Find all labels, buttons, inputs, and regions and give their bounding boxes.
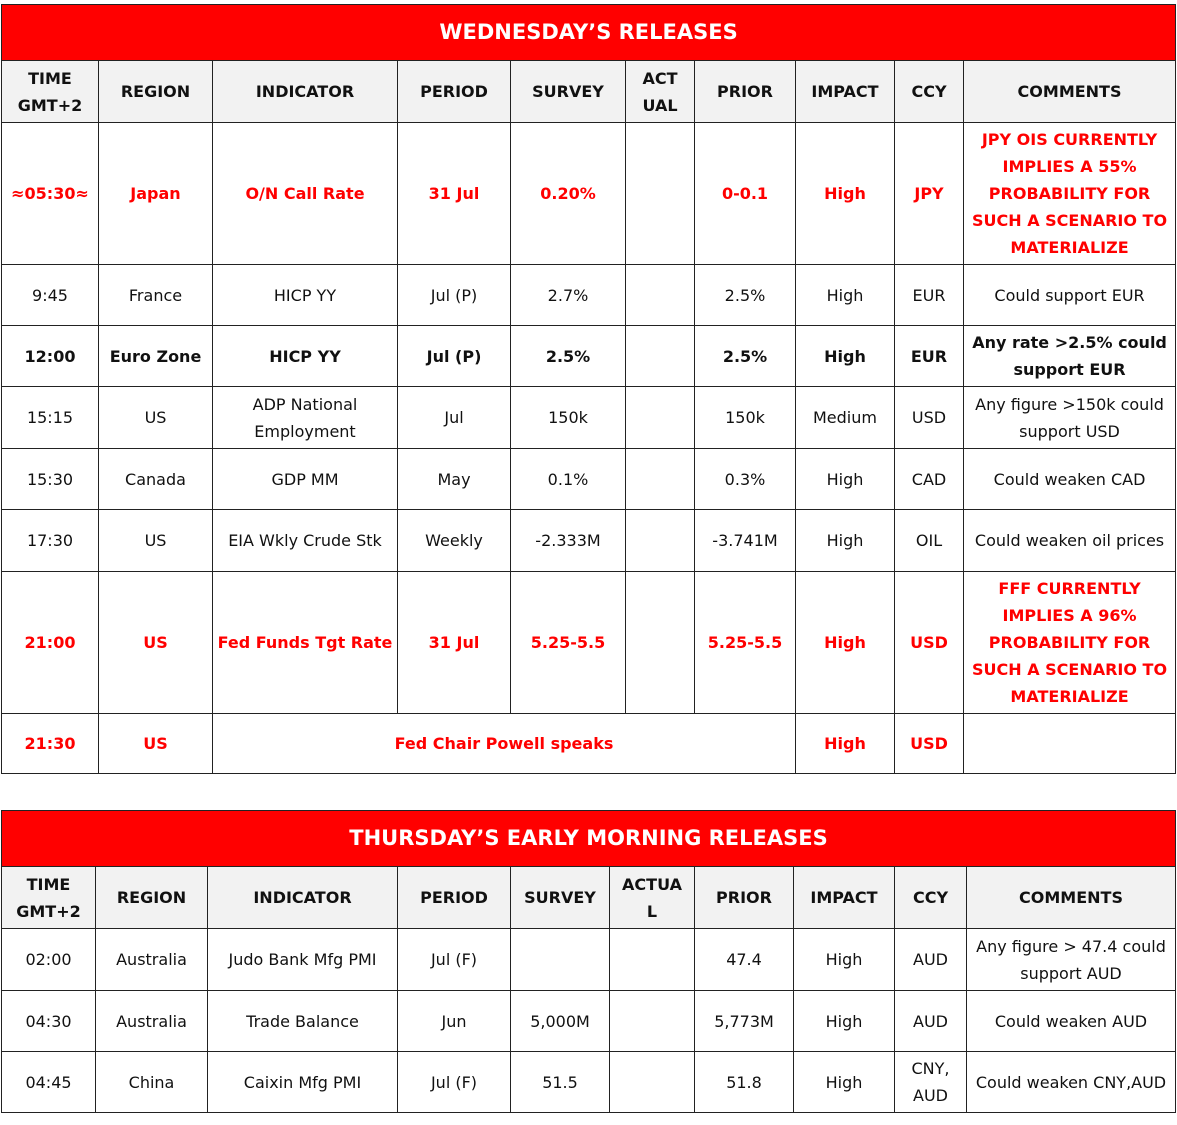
table-title: WEDNESDAY’S RELEASES bbox=[2, 5, 1176, 61]
table-row bbox=[2, 510, 1176, 572]
cell-region: Euro Zone bbox=[99, 326, 213, 387]
table-row bbox=[2, 387, 1176, 449]
cell-prior: 2.5% bbox=[695, 265, 796, 326]
cell-comments: Could weaken oil prices bbox=[964, 510, 1176, 572]
cell-event: Fed Chair Powell speaks bbox=[213, 714, 796, 774]
cell-ccy: EUR bbox=[895, 265, 964, 326]
cell-actual bbox=[610, 1052, 695, 1113]
cell-region: Japan bbox=[99, 123, 213, 265]
header-period: PERIOD bbox=[398, 61, 511, 123]
cell-survey: 0.20% bbox=[511, 123, 626, 265]
cell-region: France bbox=[99, 265, 213, 326]
cell-period: Jul (P) bbox=[398, 326, 511, 387]
cell-survey: 2.7% bbox=[511, 265, 626, 326]
cell-actual bbox=[626, 387, 695, 449]
header-ccy: CCY bbox=[895, 61, 964, 123]
cell-ccy: EUR bbox=[895, 326, 964, 387]
cell-region: US bbox=[99, 572, 213, 714]
header-actual bbox=[610, 867, 695, 929]
header-actual bbox=[626, 61, 695, 123]
cell-period: 31 Jul bbox=[398, 572, 511, 714]
cell-region: Australia bbox=[96, 929, 208, 991]
cell-impact: Medium bbox=[796, 387, 895, 449]
cell-comments: JPY OIS CURRENTLY IMPLIES A 55% PROBABILITY FOR SUCH A SCENARIO TO MATERIALIZE bbox=[964, 123, 1176, 265]
header-ccy: CCY bbox=[895, 867, 967, 929]
cell-survey: 0.1% bbox=[511, 449, 626, 510]
table-row bbox=[2, 326, 1176, 387]
cell-ccy: JPY bbox=[895, 123, 964, 265]
cell-impact: High bbox=[794, 991, 895, 1052]
cell-indicator: HICP YY bbox=[213, 265, 398, 326]
cell-impact: High bbox=[794, 929, 895, 991]
cell-ccy: CAD bbox=[895, 449, 964, 510]
cell-ccy: USD bbox=[895, 387, 964, 449]
cell-region: Australia bbox=[96, 991, 208, 1052]
cell-actual bbox=[626, 449, 695, 510]
cell-survey bbox=[511, 929, 610, 991]
cell-indicator: Judo Bank Mfg PMI bbox=[208, 929, 398, 991]
cell-time: 9:45 bbox=[2, 265, 99, 326]
cell-ccy: AUD bbox=[895, 991, 967, 1052]
cell-region: Canada bbox=[99, 449, 213, 510]
table-row bbox=[2, 265, 1176, 326]
cell-ccy: CNY, AUD bbox=[895, 1052, 967, 1113]
cell-time: 04:30 bbox=[2, 991, 96, 1052]
header-time bbox=[2, 61, 99, 123]
cell-period: May bbox=[398, 449, 511, 510]
table-row bbox=[2, 123, 1176, 265]
cell-survey: 2.5% bbox=[511, 326, 626, 387]
cell-indicator: Fed Funds Tgt Rate bbox=[213, 572, 398, 714]
cell-prior: 5.25-5.5 bbox=[695, 572, 796, 714]
cell-impact: High bbox=[796, 449, 895, 510]
cell-prior: 5,773M bbox=[695, 991, 794, 1052]
cell-comments: Could weaken CAD bbox=[964, 449, 1176, 510]
cell-impact: High bbox=[796, 123, 895, 265]
header-time bbox=[2, 867, 96, 929]
cell-survey: 150k bbox=[511, 387, 626, 449]
cell-indicator: EIA Wkly Crude Stk bbox=[213, 510, 398, 572]
cell-period: Jul (F) bbox=[398, 929, 511, 991]
header-indicator: INDICATOR bbox=[208, 867, 398, 929]
header-actual-line2: L bbox=[646, 901, 658, 921]
header-impact: IMPACT bbox=[796, 61, 895, 123]
cell-actual bbox=[610, 929, 695, 991]
cell-comments: Could support EUR bbox=[964, 265, 1176, 326]
header-time-line2: GMT+2 bbox=[16, 901, 81, 921]
cell-indicator: ADP National Employment bbox=[213, 387, 398, 449]
table-title: THURSDAY’S EARLY MORNING RELEASES bbox=[2, 811, 1176, 867]
cell-comments bbox=[964, 714, 1176, 774]
cell-period: 31 Jul bbox=[398, 123, 511, 265]
cell-survey: 51.5 bbox=[511, 1052, 610, 1113]
cell-indicator: O/N Call Rate bbox=[213, 123, 398, 265]
cell-ccy: USD bbox=[895, 572, 964, 714]
cell-comments: Could weaken AUD bbox=[967, 991, 1176, 1052]
cell-comments: Any rate >2.5% could support EUR bbox=[964, 326, 1176, 387]
cell-impact: High bbox=[796, 265, 895, 326]
cell-time: 15:15 bbox=[2, 387, 99, 449]
cell-comments: Could weaken CNY,AUD bbox=[967, 1052, 1176, 1113]
cell-time: ≈05:30≈ bbox=[2, 123, 99, 265]
header-period: PERIOD bbox=[398, 867, 511, 929]
cell-comments: Any figure >150k could support USD bbox=[964, 387, 1176, 449]
cell-prior: 0.3% bbox=[695, 449, 796, 510]
cell-actual bbox=[626, 123, 695, 265]
header-prior: PRIOR bbox=[695, 61, 796, 123]
cell-period: Weekly bbox=[398, 510, 511, 572]
cell-period: Jul (P) bbox=[398, 265, 511, 326]
cell-prior: 47.4 bbox=[695, 929, 794, 991]
cell-prior: 2.5% bbox=[695, 326, 796, 387]
cell-actual bbox=[626, 326, 695, 387]
header-region: REGION bbox=[99, 61, 213, 123]
cell-region: US bbox=[99, 510, 213, 572]
cell-time: 04:45 bbox=[2, 1052, 96, 1113]
wednesday-releases-table bbox=[1, 4, 1176, 774]
cell-time: 17:30 bbox=[2, 510, 99, 572]
cell-indicator: GDP MM bbox=[213, 449, 398, 510]
header-row bbox=[2, 867, 1176, 929]
cell-period: Jun bbox=[398, 991, 511, 1052]
header-actual-line1: ACT bbox=[642, 68, 678, 88]
cell-actual bbox=[626, 572, 695, 714]
table-row-event bbox=[2, 714, 1176, 774]
table-row bbox=[2, 991, 1176, 1052]
cell-ccy: AUD bbox=[895, 929, 967, 991]
cell-time: 21:30 bbox=[2, 714, 99, 774]
cell-time: 02:00 bbox=[2, 929, 96, 991]
wednesday-rows bbox=[2, 123, 1176, 714]
cell-impact: High bbox=[796, 326, 895, 387]
header-comments: COMMENTS bbox=[964, 61, 1176, 123]
cell-prior: 0-0.1 bbox=[695, 123, 796, 265]
cell-survey: 5,000M bbox=[511, 991, 610, 1052]
cell-ccy: OIL bbox=[895, 510, 964, 572]
cell-impact: High bbox=[796, 714, 895, 774]
cell-ccy: USD bbox=[895, 714, 964, 774]
cell-indicator: HICP YY bbox=[213, 326, 398, 387]
cell-region: China bbox=[96, 1052, 208, 1113]
cell-time: 15:30 bbox=[2, 449, 99, 510]
header-impact: IMPACT bbox=[794, 867, 895, 929]
table-row bbox=[2, 449, 1176, 510]
header-time-line1: TIME bbox=[28, 68, 72, 88]
cell-indicator: Trade Balance bbox=[208, 991, 398, 1052]
header-time-line2: GMT+2 bbox=[17, 95, 83, 115]
header-comments: COMMENTS bbox=[967, 867, 1176, 929]
cell-time: 21:00 bbox=[2, 572, 99, 714]
cell-survey: 5.25-5.5 bbox=[511, 572, 626, 714]
cell-actual bbox=[626, 510, 695, 572]
header-actual-line2: UAL bbox=[642, 95, 678, 115]
header-actual-line1: ACTUA bbox=[622, 874, 682, 894]
thursday-rows bbox=[2, 929, 1176, 1113]
header-row bbox=[2, 61, 1176, 123]
cell-region: US bbox=[99, 387, 213, 449]
cell-time: 12:00 bbox=[2, 326, 99, 387]
thursday-releases-table bbox=[1, 810, 1176, 1113]
cell-prior: 51.8 bbox=[695, 1052, 794, 1113]
cell-prior: -3.741M bbox=[695, 510, 796, 572]
table-row bbox=[2, 929, 1176, 991]
cell-actual bbox=[610, 991, 695, 1052]
cell-comments: Any figure > 47.4 could support AUD bbox=[967, 929, 1176, 991]
header-region: REGION bbox=[96, 867, 208, 929]
cell-period: Jul (F) bbox=[398, 1052, 511, 1113]
header-prior: PRIOR bbox=[695, 867, 794, 929]
cell-comments: FFF CURRENTLY IMPLIES A 96% PROBABILITY FOR SUCH A SCENARIO TO MATERIALIZE bbox=[964, 572, 1176, 714]
cell-actual bbox=[626, 265, 695, 326]
table-row bbox=[2, 1052, 1176, 1113]
cell-survey: -2.333M bbox=[511, 510, 626, 572]
header-survey: SURVEY bbox=[511, 867, 610, 929]
cell-region: US bbox=[99, 714, 213, 774]
cell-period: Jul bbox=[398, 387, 511, 449]
header-survey: SURVEY bbox=[511, 61, 626, 123]
header-indicator: INDICATOR bbox=[213, 61, 398, 123]
cell-prior: 150k bbox=[695, 387, 796, 449]
header-time-line1: TIME bbox=[26, 874, 71, 894]
cell-indicator: Caixin Mfg PMI bbox=[208, 1052, 398, 1113]
cell-impact: High bbox=[796, 572, 895, 714]
table-row bbox=[2, 572, 1176, 714]
cell-impact: High bbox=[796, 510, 895, 572]
cell-impact: High bbox=[794, 1052, 895, 1113]
